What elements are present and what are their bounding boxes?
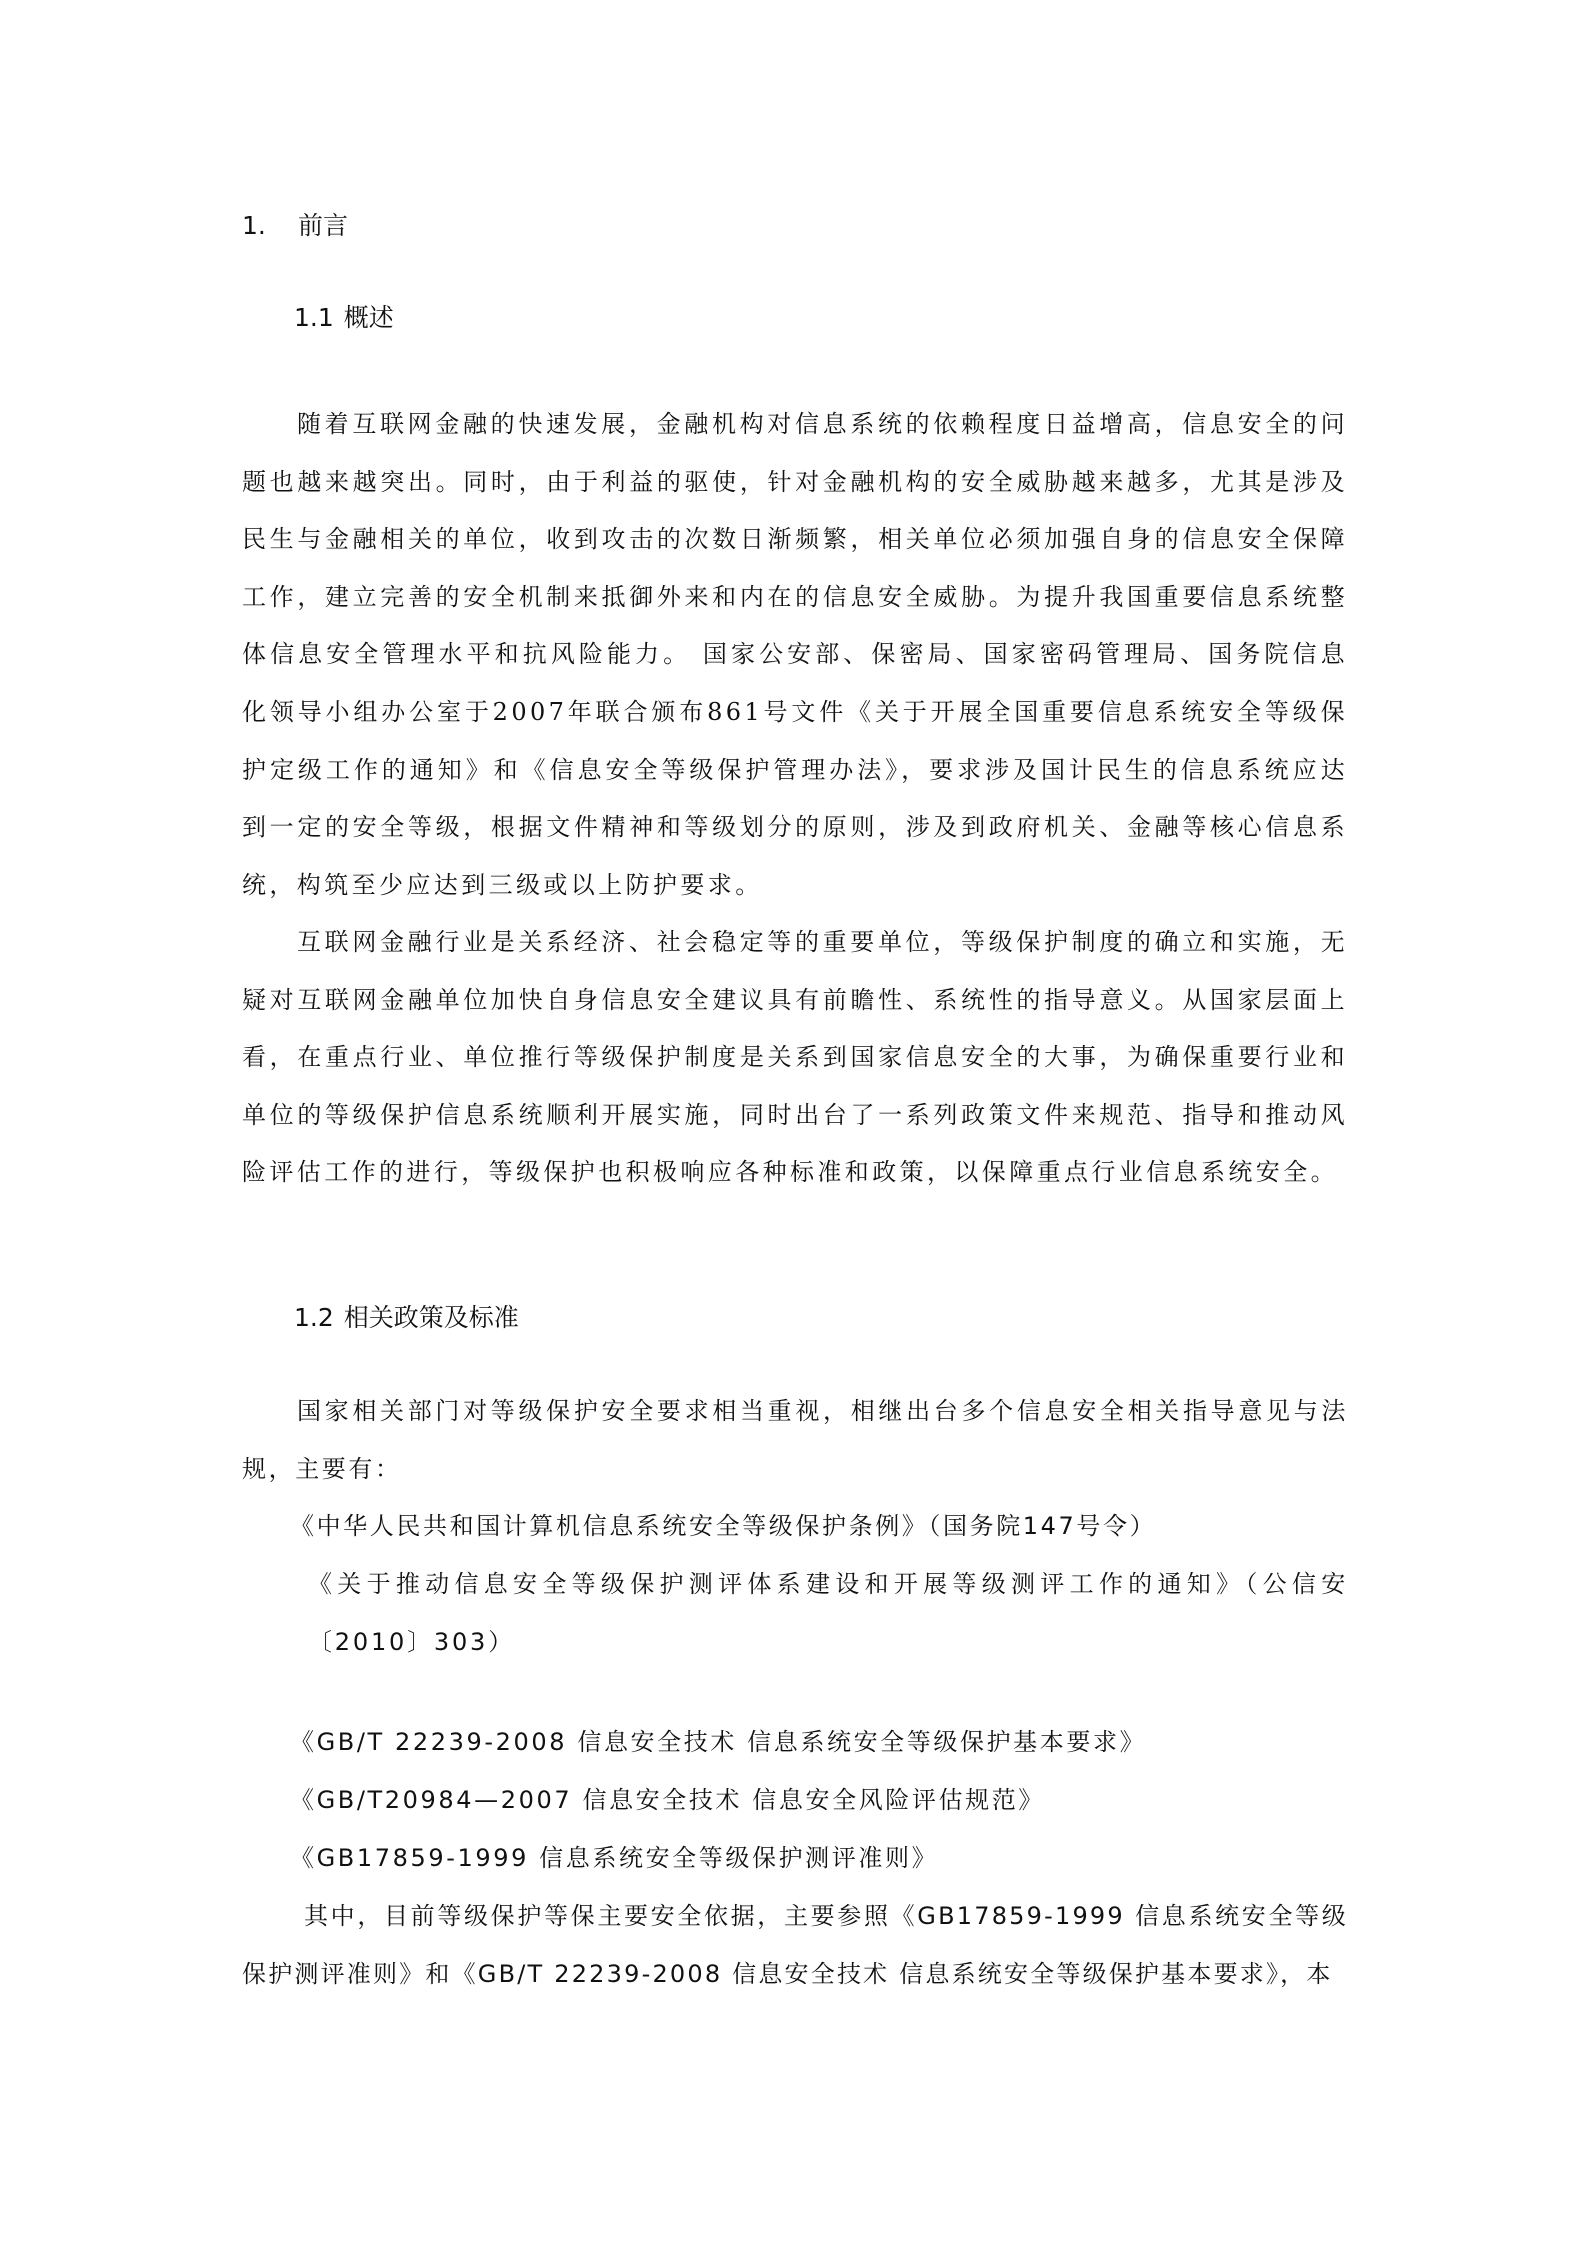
reference-item: 《GB17859-1999 信息系统安全等级保护测评准则》 [290, 1844, 939, 1872]
section-title: 前言 [298, 211, 349, 240]
section-heading-1-1 [294, 300, 394, 336]
section-title: 概述 [343, 303, 394, 332]
paragraph-policy-closing: 其中，目前等级保护等保主要安全依据，主要参照《GB17859-1999 信息系统安全等级保护测评准则》和《GB/T 22239-2008 信息安全技术 信息系统安全等级保护基本要求》，本 [242, 1902, 1348, 1988]
section-number: 1.2 [294, 1303, 334, 1332]
paragraph-overview-1: 随着互联网金融的快速发展，金融机构对信息系统的依赖程度日益增高，信息安全的问题也越来越突出。同时，由于利益的驱使，针对金融机构的安全威胁越来越多，尤其是涉及民生与金融相关的单位，收到攻击的次数日渐频繁，相关单位必须加强自身的信息安全保障工作，建立完善的安全机制来抵御外来和内在的信息安全威胁。为提升我国重要信息系统整体信息安全管理水平和抗风险能力。 国家公安部、保密局、国家密码管理局、国务院信息化领导小组办公室于2007年联合颁布861号文件《关于开展全国重要信息系统安全等级保护定级工作的通知》和《信息安全等级保护管理办法》，要求涉及国计民生的信息系统应达到一定的安全等级，根据文件精神和等级划分的原则，涉及到政府机关、金融等核心信息系统，构筑至少应达到三级或以上防护要求。 [242, 410, 1348, 899]
reference-item: 《关于推动信息安全等级保护测评体系建设和开展等级测评工作的通知》（公信安〔2010〕303） [308, 1570, 1348, 1656]
paragraph-policy-intro: 国家相关部门对等级保护安全要求相当重视，相继出台多个信息安全相关指导意见与法规，主要有： [242, 1397, 1348, 1483]
reference-item: 《GB/T20984—2007 信息安全技术 信息安全风险评估规范》 [290, 1786, 1045, 1814]
reference-item: 《中华人民共和国计算机信息系统安全等级保护条例》（国务院147号令） [290, 1512, 1157, 1540]
section-title: 相关政策及标准 [343, 1303, 519, 1332]
reference-item: 《GB/T 22239-2008 信息安全技术 信息系统安全等级保护基本要求》 [290, 1728, 1147, 1756]
section-number: 1. [242, 211, 266, 240]
section-heading-1 [242, 208, 348, 244]
section-number: 1.1 [294, 303, 334, 332]
section-heading-1-2 [294, 1300, 519, 1336]
paragraph-overview-2: 互联网金融行业是关系经济、社会稳定等的重要单位，等级保护制度的确立和实施，无疑对互联网金融单位加快自身信息安全建议具有前瞻性、系统性的指导意义。从国家层面上看，在重点行业、单位推行等级保护制度是关系到国家信息安全的大事，为确保重要行业和单位的等级保护信息系统顺利开展实施，同时出台了一系列政策文件来规范、指导和推动风险评估工作的进行，等级保护也积极响应各种标准和政策，以保障重点行业信息系统安全。 [242, 928, 1348, 1187]
